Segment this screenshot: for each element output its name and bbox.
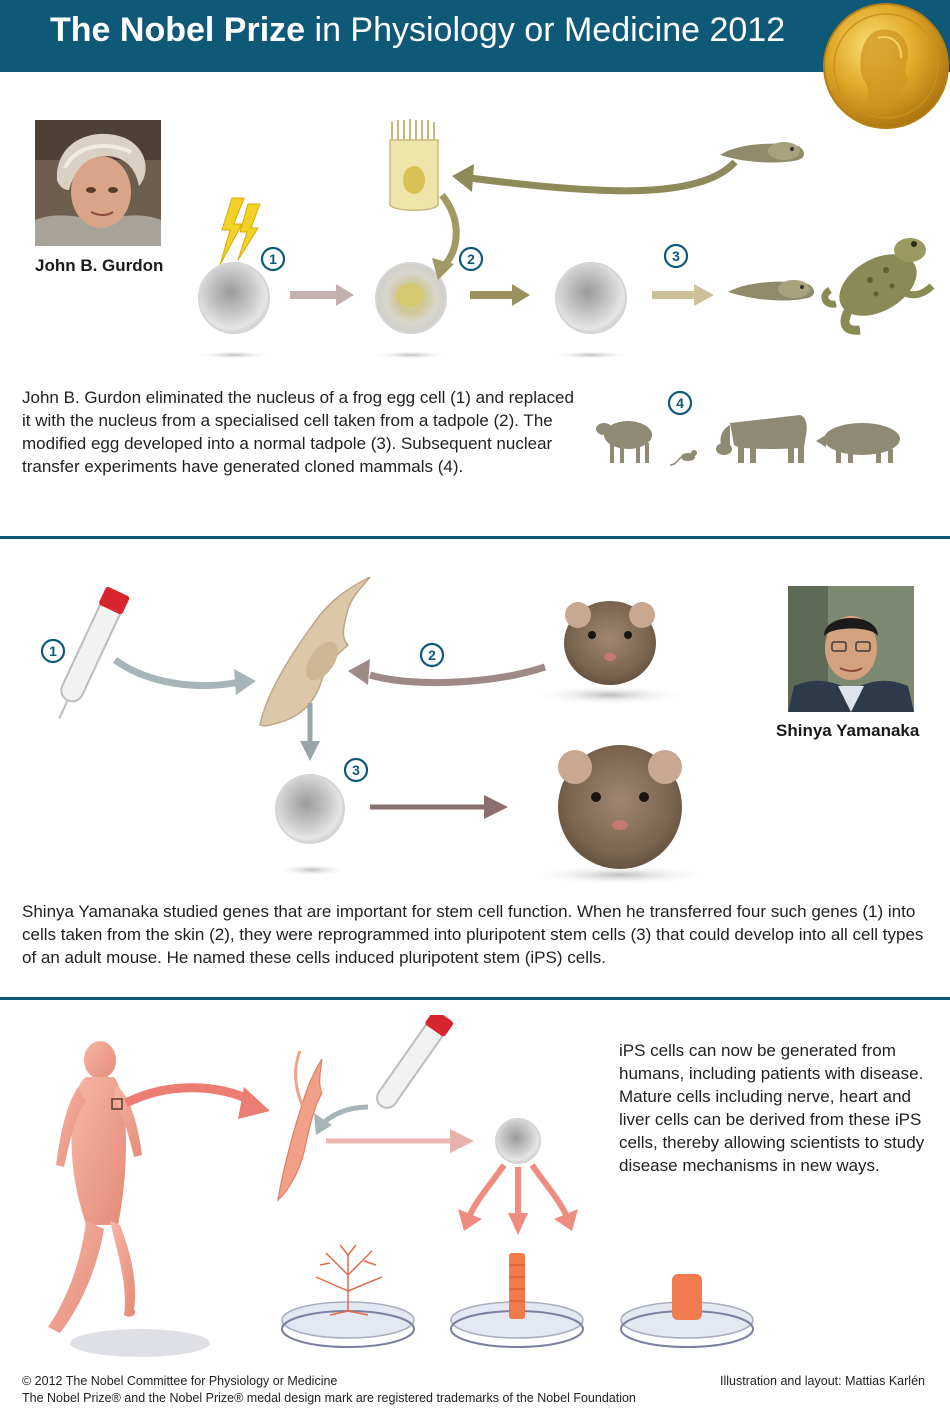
pluripotent-stem-cell: [276, 775, 348, 876]
yamanaka-description: Shinya Yamanaka studied genes that are important for stem cell function. When he transferred four such genes (1) into cells taken from the skin (2), they were reprogrammed into pluripotent stem cells (3) that could develop into all cell types of an adult mouse. He named these cells induced pluripotent stem (iPS) cells.: [22, 902, 924, 967]
arrow-genes: [115, 660, 240, 686]
differentiation-arrows: [458, 1165, 578, 1235]
svg-text:4: 4: [676, 395, 684, 411]
yamanaka-step-1: [40, 638, 66, 664]
petri-dish-liver-full: [612, 1262, 762, 1352]
tadpole-result-icon: [728, 280, 814, 300]
petri-dish-heart: [451, 1253, 583, 1347]
yamanaka-name: Shinya Yamanaka: [776, 721, 920, 740]
gurdon-diagram: [180, 100, 950, 370]
step-number-1: [260, 246, 286, 272]
tadpole-icon: [720, 142, 804, 163]
title-rest: in Physiology or Medicine 2012: [305, 11, 786, 49]
svg-text:1: 1: [49, 643, 57, 659]
svg-text:3: 3: [352, 762, 360, 778]
ips-cell: [496, 1119, 540, 1163]
yamanaka-portrait-image: [788, 586, 914, 712]
arrow-skin-cells: [370, 667, 545, 683]
gurdon-description: John B. Gurdon eliminated the nucleus of a frog egg cell (1) and replaced it with the nucleus from a specialised cell taken from a tadpole (2). The modified egg developed into a normal tadpole (3). Subsequent nuclear transfer experiments have generated cloned mammals (4).: [22, 388, 574, 476]
page-title: [50, 11, 785, 50]
frog-egg-cell: [194, 263, 274, 359]
cow-icon: [716, 415, 807, 463]
step-number-3: [663, 243, 689, 269]
yamanaka-portrait: [788, 586, 914, 712]
gurdon-name: John B. Gurdon: [35, 256, 164, 275]
svg-text:3: 3: [672, 248, 680, 264]
frog-icon: [825, 238, 932, 330]
svg-text:1: 1: [269, 251, 277, 267]
ips-description: iPS cells can now be generated from humans, including patients with disease. Mature cells including nerve, heart and liver cells can be derived from these iPS cells, thereby allowing scientists to study disease mechanisms in new ways.: [619, 1041, 925, 1175]
title-bold: The Nobel Prize: [50, 11, 306, 49]
heart-muscle-cell: [509, 1253, 525, 1319]
skin-cell: [260, 577, 370, 726]
adult-mouse-icon: [528, 745, 712, 885]
test-tube-icon-2: [371, 1015, 454, 1113]
mouse-silhouette-icon: [670, 450, 697, 465]
mouse-donor-icon: [532, 601, 688, 705]
ips-diagram: [30, 1015, 610, 1380]
page-header: [0, 0, 950, 72]
yamanaka-diagram: [30, 575, 750, 895]
footer-copyright: © 2012 The Nobel Committee for Physiology or Medicine: [22, 1374, 338, 1388]
arrow-genes-human: [322, 1107, 368, 1125]
step-number-2: [458, 246, 484, 272]
section-divider-2: [0, 997, 950, 1000]
footer-trademark: The Nobel Prize® and the Nobel Prize® medal design mark are registered trademarks of the Nobel Foundation: [22, 1391, 636, 1405]
gurdon-portrait-image: [35, 120, 161, 246]
gurdon-portrait: [35, 120, 161, 246]
arrow-nucleus-transfer: [442, 195, 456, 268]
developing-egg-cell: [551, 263, 631, 359]
svg-text:2: 2: [428, 647, 436, 663]
petri-dish-nerve: [282, 1245, 414, 1347]
human-figure-icon: [48, 1041, 142, 1333]
arrow-from-tadpole: [470, 162, 735, 191]
section-divider-1: [0, 536, 950, 539]
sheep-icon: [596, 421, 652, 463]
yamanaka-step-2: [419, 642, 445, 668]
lightning-icon: [220, 198, 260, 265]
liver-cell: [672, 1274, 702, 1320]
footer-credit: Illustration and layout: Mattias Karlén: [720, 1374, 925, 1388]
svg-text:2: 2: [467, 251, 475, 267]
arrow-skin-biopsy: [126, 1088, 252, 1103]
pig-icon: [816, 423, 900, 463]
yamanaka-step-3: [343, 757, 369, 783]
specialised-cell: [390, 119, 438, 210]
cloned-mammals: [590, 405, 910, 475]
